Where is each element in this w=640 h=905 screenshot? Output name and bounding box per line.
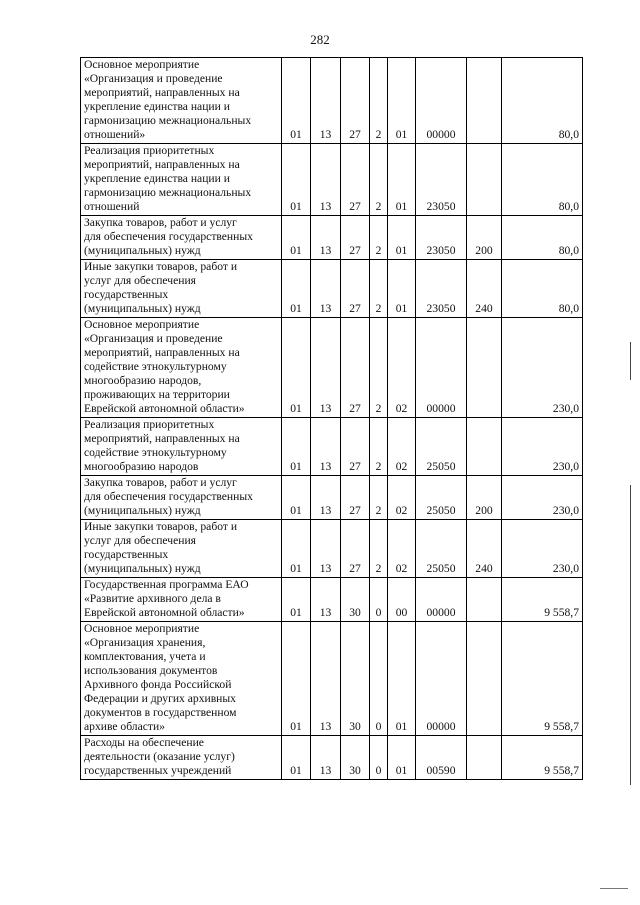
amount-cell: 80,0 xyxy=(502,260,583,318)
subsection-code-cell: 13 xyxy=(311,318,341,418)
event-code-cell: 01 xyxy=(388,622,416,736)
subprogram-code-cell: 2 xyxy=(370,260,388,318)
table-row xyxy=(81,520,583,578)
direction-code-cell: 00000 xyxy=(416,622,467,736)
program-code-cell: 27 xyxy=(341,318,370,418)
table-body xyxy=(81,58,583,780)
table-row xyxy=(81,476,583,520)
budget-table xyxy=(80,57,583,780)
program-code-cell: 27 xyxy=(341,216,370,260)
table-row xyxy=(81,578,583,622)
section-code-cell: 01 xyxy=(282,476,311,520)
program-code-cell: 27 xyxy=(341,144,370,216)
subprogram-code-cell: 2 xyxy=(370,476,388,520)
expense-type-cell: 240 xyxy=(467,520,502,578)
subsection-code-cell: 13 xyxy=(311,476,341,520)
expense-type-cell xyxy=(467,622,502,736)
amount-cell: 80,0 xyxy=(502,144,583,216)
subsection-code-cell: 13 xyxy=(311,418,341,476)
direction-code-cell: 00000 xyxy=(416,318,467,418)
section-code-cell: 01 xyxy=(282,736,311,780)
event-code-cell: 01 xyxy=(388,260,416,318)
subsection-code-cell: 13 xyxy=(311,58,341,144)
section-code-cell: 01 xyxy=(282,58,311,144)
expense-type-cell xyxy=(467,578,502,622)
subprogram-code-cell: 0 xyxy=(370,622,388,736)
expense-type-cell xyxy=(467,144,502,216)
program-code-cell: 27 xyxy=(341,476,370,520)
subsection-code-cell: 13 xyxy=(311,216,341,260)
section-code-cell: 01 xyxy=(282,622,311,736)
page-number: 282 xyxy=(310,32,330,47)
row-name-cell: Иные закупки товаров, работ и услуг для обеспечения государственных (муниципальных) нужд xyxy=(81,260,282,318)
program-code-cell: 27 xyxy=(341,418,370,476)
direction-code-cell: 00000 xyxy=(416,578,467,622)
row-name-cell: Расходы на обеспечение деятельности (оказание услуг) государственных учреждений xyxy=(81,736,282,780)
program-code-cell: 30 xyxy=(341,736,370,780)
section-code-cell: 01 xyxy=(282,260,311,318)
subsection-code-cell: 13 xyxy=(311,578,341,622)
subprogram-code-cell: 0 xyxy=(370,578,388,622)
amount-cell: 9 558,7 xyxy=(502,736,583,780)
row-name-cell: Реализация приоритетных мероприятий, направленных на содействие этнокультурному многообразию народов xyxy=(81,418,282,476)
subsection-code-cell: 13 xyxy=(311,520,341,578)
expense-type-cell: 240 xyxy=(467,260,502,318)
subsection-code-cell: 13 xyxy=(311,144,341,216)
expense-type-cell xyxy=(467,736,502,780)
subprogram-code-cell: 2 xyxy=(370,58,388,144)
expense-type-cell xyxy=(467,58,502,144)
event-code-cell: 01 xyxy=(388,58,416,144)
direction-code-cell: 25050 xyxy=(416,476,467,520)
table-row xyxy=(81,622,583,736)
subprogram-code-cell: 2 xyxy=(370,418,388,476)
expense-type-cell xyxy=(467,318,502,418)
table-row xyxy=(81,418,583,476)
event-code-cell: 01 xyxy=(388,144,416,216)
direction-code-cell: 00000 xyxy=(416,58,467,144)
section-code-cell: 01 xyxy=(282,144,311,216)
row-name-cell: Государственная программа ЕАО «Развитие архивного дела в Еврейской автономной области» xyxy=(81,578,282,622)
section-code-cell: 01 xyxy=(282,216,311,260)
amount-cell: 80,0 xyxy=(502,216,583,260)
program-code-cell: 27 xyxy=(341,58,370,144)
amount-cell: 9 558,7 xyxy=(502,578,583,622)
subprogram-code-cell: 2 xyxy=(370,144,388,216)
table-row xyxy=(81,216,583,260)
event-code-cell: 00 xyxy=(388,578,416,622)
subprogram-code-cell: 2 xyxy=(370,520,388,578)
event-code-cell: 01 xyxy=(388,736,416,780)
subsection-code-cell: 13 xyxy=(311,622,341,736)
scan-edge-mark xyxy=(630,342,631,380)
direction-code-cell: 00590 xyxy=(416,736,467,780)
section-code-cell: 01 xyxy=(282,520,311,578)
subprogram-code-cell: 2 xyxy=(370,318,388,418)
event-code-cell: 01 xyxy=(388,216,416,260)
table-row xyxy=(81,260,583,318)
subprogram-code-cell: 0 xyxy=(370,736,388,780)
section-code-cell: 01 xyxy=(282,578,311,622)
amount-cell: 80,0 xyxy=(502,58,583,144)
row-name-cell: Закупка товаров, работ и услуг для обеспечения государственных (муниципальных) нужд xyxy=(81,476,282,520)
event-code-cell: 02 xyxy=(388,418,416,476)
event-code-cell: 02 xyxy=(388,476,416,520)
scan-edge-mark xyxy=(630,485,631,785)
direction-code-cell: 23050 xyxy=(416,260,467,318)
scan-corner-mark xyxy=(600,888,628,889)
section-code-cell: 01 xyxy=(282,318,311,418)
direction-code-cell: 25050 xyxy=(416,418,467,476)
row-name-cell: Реализация приоритетных мероприятий, направленных на укрепление единства нации и гармонизацию межнациональных отношений xyxy=(81,144,282,216)
subsection-code-cell: 13 xyxy=(311,736,341,780)
expense-type-cell: 200 xyxy=(467,476,502,520)
expense-type-cell: 200 xyxy=(467,216,502,260)
row-name-cell: Основное мероприятие «Организация хранения, комплектования, учета и использования документов Архивного фонда Российской Федерации и других архивных документов в государственном архиве области» xyxy=(81,622,282,736)
row-name-cell: Иные закупки товаров, работ и услуг для обеспечения государственных (муниципальных) нужд xyxy=(81,520,282,578)
row-name-cell: Основное мероприятие «Организация и проведение мероприятий, направленных на укрепление единства нации и гармонизацию межнациональных отношений» xyxy=(81,58,282,144)
subprogram-code-cell: 2 xyxy=(370,216,388,260)
amount-cell: 230,0 xyxy=(502,476,583,520)
direction-code-cell: 25050 xyxy=(416,520,467,578)
expense-type-cell xyxy=(467,418,502,476)
table-row xyxy=(81,736,583,780)
program-code-cell: 30 xyxy=(341,578,370,622)
event-code-cell: 02 xyxy=(388,520,416,578)
table-row xyxy=(81,318,583,418)
row-name-cell: Закупка товаров, работ и услуг для обеспечения государственных (муниципальных) нужд xyxy=(81,216,282,260)
program-code-cell: 27 xyxy=(341,520,370,578)
row-name-cell: Основное мероприятие «Организация и проведение мероприятий, направленных на содействие этнокультурному многообразию народов, проживающих на территории Еврейской автономной области» xyxy=(81,318,282,418)
section-code-cell: 01 xyxy=(282,418,311,476)
amount-cell: 9 558,7 xyxy=(502,622,583,736)
program-code-cell: 30 xyxy=(341,622,370,736)
table-row xyxy=(81,144,583,216)
amount-cell: 230,0 xyxy=(502,418,583,476)
event-code-cell: 02 xyxy=(388,318,416,418)
program-code-cell: 27 xyxy=(341,260,370,318)
amount-cell: 230,0 xyxy=(502,520,583,578)
direction-code-cell: 23050 xyxy=(416,216,467,260)
direction-code-cell: 23050 xyxy=(416,144,467,216)
table-row xyxy=(81,58,583,144)
subsection-code-cell: 13 xyxy=(311,260,341,318)
amount-cell: 230,0 xyxy=(502,318,583,418)
